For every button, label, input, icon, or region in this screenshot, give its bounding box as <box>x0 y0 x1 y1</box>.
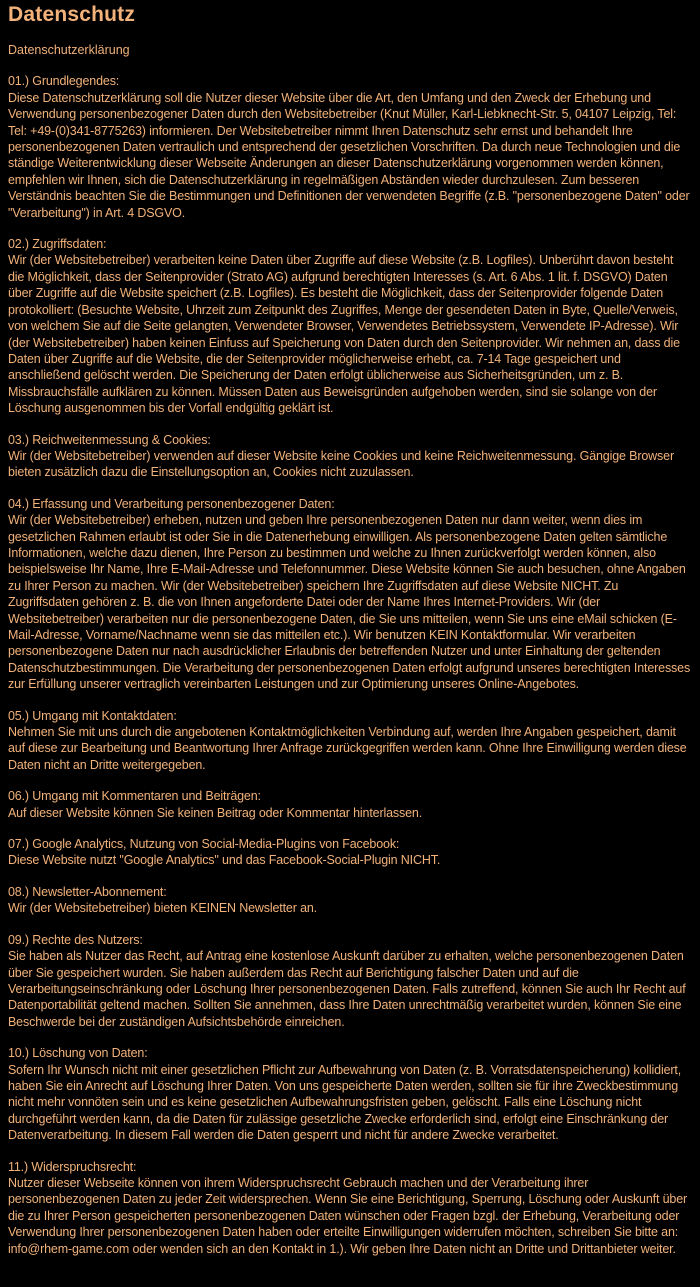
section-heading: 09.) Rechte des Nutzers: <box>8 932 143 947</box>
section-heading: 05.) Umgang mit Kontaktdaten: <box>8 708 177 723</box>
section-heading: 02.) Zugriffsdaten: <box>8 237 107 252</box>
section-heading: 04.) Erfassung und Verarbeitung personenbezogener Daten: <box>8 496 335 511</box>
page-title: Datenschutz <box>8 3 136 26</box>
section-body: Diese Website nutzt "Google Analytics" und das Facebook-Social-Plugin NICHT. <box>8 853 441 868</box>
section-heading: 01.) Grundlegendes: <box>8 74 120 89</box>
section-10-deletion <box>8 1045 692 1143</box>
section-heading: 06.) Umgang mit Kommentaren und Beiträgen: <box>8 789 261 804</box>
section-body: Wir (der Websitebetreiber) verarbeiten keine Daten über Zugriffe auf diese Website (z.B. Logfiles). Unberührt davon besteht die Möglichkeit, dass der Seitenprovider (Strato AG) aufgrund berechtigten Interesses (s. Art. 6 Abs. 1 lit. f. DSGVO) Daten über Zugriffe auf die Website speichert (z.B. Logfiles). Es besteht die Möglichkeit, dass der Seitenprovider folgende Daten protokolliert: (Besuchte Website, Uhrzeit zum Zeitpunkt des Zugriffes, Menge der gesendeten Daten in Byte, Quelle/Verweis, von welchem Sie auf die Seite gelangten, Verwendeter Browser, Verwendetes Betriebssystem, Verwendete IP-Adresse). Wir (der Websitebetreiber) haben keinen Einfuss auf Speicherung von Daten durch den Seitenprovider. Wir nehmen an, dass die Daten über Zugriffe auf die Website, die der Seitenprovider möglicherweise erhebt, ca. 7-14 Tage gespeichert und anschließend gelöscht werden. Die Speicherung der Daten erfolgt üblicherweise aus Sicherheitsgründen, um z. B. Missbrauchsfälle aufklären zu können. Müssen Daten aus Beweisgründen aufgehoben werden, sind sie solange von der Löschung ausgenommen bis der Vorfall endgültig geklärt ist. <box>8 253 680 416</box>
section-heading: 11.) Widerspruchsrecht: <box>8 1159 137 1174</box>
section-05-contact-data <box>8 708 692 774</box>
section-body: Nutzer dieser Webseite können von ihrem Widerspruchsrecht Gebrauch machen und der Verarbeitung ihrer personenbezogenen Daten zu jeder Zeit widersprechen. Wenn Sie eine Berichtigung, Sperrung, Löschung oder Auskunft über die zu Ihrer Person gespeicherten personenbezogenen Daten wünschen oder Fragen bzgl. der Erhebung, Verarbeitung oder Verwendung Ihrer personenbezogenen Daten haben oder erteilte Einwilligungen widerrufen möchten, schreiben Sie bitte an: info@rhem-game.com oder wenden sich an den Kontakt in 1.). Wir geben Ihre Daten nicht an Dritte und Drittanbieter weiter. <box>8 1175 688 1256</box>
section-08-newsletter <box>8 884 692 917</box>
section-07-analytics <box>8 836 692 869</box>
section-body: Diese Datenschutzerklärung soll die Nutzer dieser Website über die Art, den Umfang und den Zweck der Erhebung und Verwendung personenbezogener Daten durch den Websitebetreiber (Knut Müller, Karl-Liebknecht-Str. 5, 04107 Leipzig, Tel: Tel: +49-(0)341-8775263) informieren. Der Websitebetreiber nimmt Ihren Datenschutz sehr ernst und behandelt Ihre personenbezogenen Daten vertraulich und entsprechend der gesetzlichen Vorschriften. Da durch neue Technologien und die ständige Weiterentwicklung dieser Webseite Änderungen an dieser Datenschutzerklärung vorgenommen werden können, empfehlen wir Ihnen, sich die Datenschutzerklärung in regelmäßigen Abständen wieder durchzulesen. Zum besseren Verständnis beachten Sie die Bestimmungen und Definitionen der verwendeten Begriffe (z.B. "personenbezogene Daten" oder "Verarbeitung") in Art. 4 DSGVO. <box>8 90 690 220</box>
section-heading: 03.) Reichweitenmessung & Cookies: <box>8 432 211 447</box>
section-body: Wir (der Websitebetreiber) bieten KEINEN Newsletter an. <box>8 901 317 916</box>
section-04-personal-data <box>8 496 692 693</box>
section-09-user-rights <box>8 932 692 1030</box>
section-body: Auf dieser Website können Sie keinen Beitrag oder Kommentar hinterlassen. <box>8 805 423 820</box>
page-subtitle: Datenschutzerklärung <box>8 43 130 57</box>
section-heading: 10.) Löschung von Daten: <box>8 1046 148 1061</box>
section-body: Nehmen Sie mit uns durch die angebotenen Kontaktmöglichkeiten Verbindung auf, werden Ihre Angaben gespeichert, damit auf diese zur Bearbeitung und Beantwortung Ihrer Anfrage zurückgegriffen werden kann. Ohne Ihre Einwilligung werden diese Daten nicht an Dritte weitergegeben. <box>8 725 687 772</box>
section-body: Wir (der Websitebetreiber) erheben, nutzen und geben Ihre personenbezogenen Daten nur dann weiter, wenn dies im gesetzlichen Rahmen erlaubt ist oder Sie in die Datenerhebung einwilligen. Als personenbezogene Daten gelten sämtliche Informationen, welche dazu dienen, Ihre Person zu bestimmen und welche zu Ihnen zurückverfolgt werden können, also beispielsweise Ihr Name, Ihre E-Mail-Adresse und Telefonnummer. Diese Website können Sie auch besuchen, ohne Angaben zu Ihrer Person zu machen. Wir (der Websitebetreiber) speichern Ihre Zugriffsdaten auf diese Website NICHT. Zu Zugriffsdaten gehören z. B. die von Ihnen angeforderte Datei oder der Name Ihres Internet-Providers. Wir (der Websitebetreiber) verarbeiten nur die personenbezogene Daten, die Sie uns mitteilen, wenn Sie uns eine eMail schicken (E-Mail-Adresse, Vorname/Nachname wenn sie das mitteilen etc.). Wir benutzen KEIN Kontaktformular. Wir verarbeiten personenbezogene Daten nur nach ausdrücklicher Erlaubnis der betreffenden Nutzer und unter Einhaltung der geltenden Datenschutzbestimmungen. Die Verarbeitung der personenbezogenen Daten erfolgt aufgrund unseres berechtigten Interesses zur Erfüllung unserer vertraglich vereinbarten Leistungen und zur Optimierung unseres Online-Angebotes. <box>8 513 691 692</box>
section-heading: 08.) Newsletter-Abonnement: <box>8 884 167 899</box>
section-heading: 07.) Google Analytics, Nutzung von Social-Media-Plugins von Facebook: <box>8 837 400 852</box>
section-02-access-data <box>8 236 692 416</box>
privacy-sections <box>8 73 692 1257</box>
section-01-basics <box>8 73 692 221</box>
section-03-cookies <box>8 432 692 481</box>
section-06-comments <box>8 788 692 821</box>
section-11-objection <box>8 1159 692 1257</box>
section-body: Sie haben als Nutzer das Recht, auf Antrag eine kostenlose Auskunft darüber zu erhalten, welche personenbezogenen Daten über Sie gespeichert wurden. Sie haben außerdem das Recht auf Berichtigung falscher Daten und auf die Verarbeitungseinschränkung oder Löschung Ihrer personenbezogenen Daten. Falls zutreffend, können Sie auch Ihr Recht auf Datenportabilität geltend machen. Sollten Sie annehmen, dass Ihre Daten unrechtmäßig verarbeitet wurden, können Sie eine Beschwerde bei der zuständigen Aufsichtsbehörde einreichen. <box>8 949 686 1029</box>
section-body: Wir (der Websitebetreiber) verwenden auf dieser Website keine Cookies und keine Reichweitenmessung. Gängige Browser bieten zusätzlich dazu die Einstellungsoption an, Cookies nicht zuzulassen. <box>8 448 674 480</box>
section-body: Sofern Ihr Wunsch nicht mit einer gesetzlichen Pflicht zur Aufbewahrung von Daten (z. B. Vorratsdatenspeicherung) kollidiert, haben Sie ein Anrecht auf Löschung Ihrer Daten. Von uns gespeicherte Daten werden, sollten sie für ihre Zweckbestimmung nicht mehr vonnöten sein und es keine gesetzlichen Aufbewahrungsfristen geben, gelöscht. Falls eine Löschung nicht durchgeführt werden kann, da die Daten für zulässige gesetzliche Zwecke erforderlich sind, erfolgt eine Einschränkung der Datenverarbeitung. In diesem Fall werden die Daten gesperrt und nicht für andere Zwecke verarbeitet. <box>8 1062 682 1143</box>
